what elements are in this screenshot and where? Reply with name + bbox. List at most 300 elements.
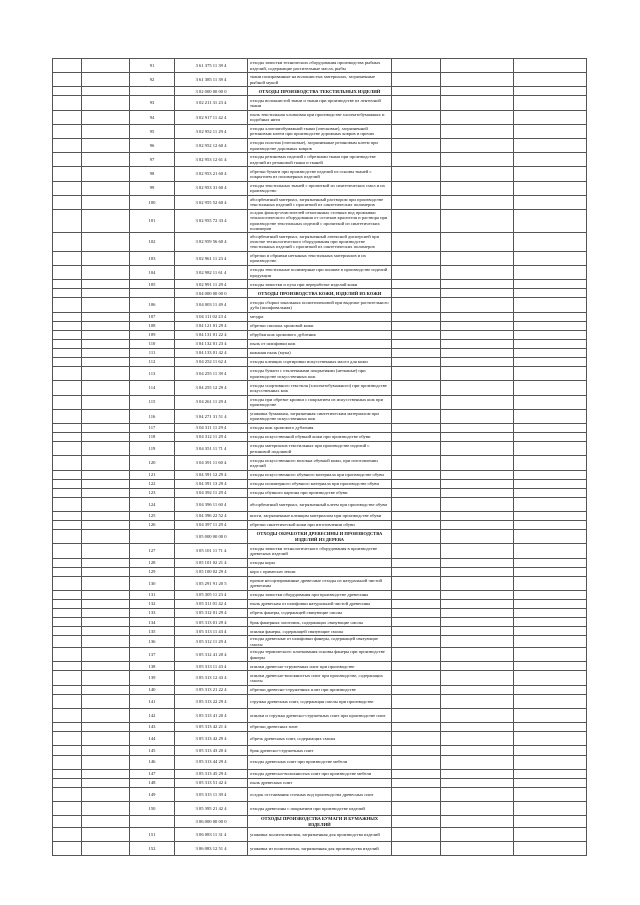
blank-cell — [514, 636, 587, 648]
blank-cell — [53, 181, 82, 195]
waste-code-cell: 3 04 392 11 29 4 — [175, 488, 248, 497]
table-row — [53, 298, 587, 312]
row-number-cell: 101 — [130, 209, 175, 232]
waste-code-cell: 3 02 991 11 29 4 — [175, 280, 248, 289]
row-number-cell: 146 — [130, 755, 175, 769]
blank-cell — [514, 685, 587, 694]
blank-cell — [441, 590, 514, 599]
waste-code-cell: 3 05 313 41 20 4 — [175, 708, 248, 722]
blank-cell — [441, 567, 514, 576]
blank-cell — [53, 708, 82, 722]
blank-cell — [514, 662, 587, 671]
blank-cell — [514, 842, 587, 856]
blank-cell — [82, 358, 130, 367]
waste-name-cell: обрезки древесно-стружечных плит при производстве — [248, 685, 392, 694]
blank-cell — [514, 289, 587, 298]
blank-cell — [53, 530, 82, 544]
table-row — [53, 567, 587, 576]
waste-classification-table — [52, 58, 587, 856]
waste-code-cell: 3 05 101 11 71 4 — [175, 544, 248, 558]
blank-cell — [441, 511, 514, 520]
blank-cell — [392, 73, 441, 87]
table-row — [53, 787, 587, 801]
blank-cell — [441, 195, 514, 209]
blank-cell — [82, 433, 130, 442]
blank-cell — [392, 694, 441, 708]
blank-cell — [441, 251, 514, 265]
waste-name-cell: отходы древесных плит при производстве мебели — [248, 755, 392, 769]
waste-code-cell: 3 04 396 22 52 4 — [175, 511, 248, 520]
blank-cell — [441, 280, 514, 289]
blank-cell — [514, 828, 587, 842]
blank-cell — [392, 544, 441, 558]
blank-cell — [82, 423, 130, 432]
blank-cell — [392, 456, 441, 470]
blank-cell — [53, 590, 82, 599]
blank-cell — [392, 479, 441, 488]
blank-cell — [53, 567, 82, 576]
blank-cell — [82, 567, 130, 576]
blank-cell — [441, 648, 514, 662]
table-row — [53, 778, 587, 787]
row-number-cell: 128 — [130, 558, 175, 567]
blank-cell — [392, 618, 441, 627]
blank-cell — [392, 636, 441, 648]
blank-cell — [53, 358, 82, 367]
waste-code-cell: 3 06 083 12 51 4 — [175, 842, 248, 856]
blank-cell — [53, 87, 82, 96]
blank-cell — [392, 842, 441, 856]
blank-cell — [441, 521, 514, 530]
waste-name-cell: отходы полотна (оческовые), загрязненные резиновым клеем при производстве дорожных ковров — [248, 139, 392, 153]
waste-code-cell: 3 05 305 11 23 4 — [175, 590, 248, 599]
blank-cell — [53, 755, 82, 769]
section-header-row — [53, 816, 587, 828]
blank-cell — [441, 479, 514, 488]
blank-cell — [392, 423, 441, 432]
blank-cell — [82, 195, 130, 209]
blank-cell — [514, 802, 587, 816]
blank-cell — [82, 497, 130, 511]
table-row — [53, 349, 587, 358]
blank-cell — [514, 349, 587, 358]
blank-cell — [514, 618, 587, 627]
blank-cell — [441, 828, 514, 842]
row-number-cell: 102 — [130, 232, 175, 251]
waste-name-cell: ОТХОДЫ ОБРАБОТКИ ДРЕВЕСИНЫ И ПРОИЗВОДСТВА ИЗДЕЛИЙ ИЗ ДЕРЕВА — [248, 530, 392, 544]
blank-cell — [441, 289, 514, 298]
table-row — [53, 358, 587, 367]
blank-cell — [441, 110, 514, 124]
blank-cell — [441, 395, 514, 409]
blank-cell — [441, 139, 514, 153]
blank-cell — [82, 521, 130, 530]
blank-cell — [392, 96, 441, 110]
waste-name-cell: отходы обувного картона при производстве обуви — [248, 488, 392, 497]
table-row — [53, 312, 587, 321]
row-number-cell: 108 — [130, 321, 175, 330]
blank-cell — [82, 381, 130, 395]
table-row — [53, 511, 587, 520]
blank-cell — [392, 576, 441, 590]
row-number-cell: 103 — [130, 251, 175, 265]
blank-cell — [82, 289, 130, 298]
waste-code-cell: 3 61 385 11 39 4 — [175, 73, 248, 87]
blank-cell — [392, 87, 441, 96]
waste-name-cell: отходы при обрезке кромки с покрытием из искусственных кож при производстве — [248, 395, 392, 409]
waste-code-cell: 3 05 291 91 20 5 — [175, 576, 248, 590]
blank-cell — [514, 732, 587, 746]
blank-cell — [53, 558, 82, 567]
blank-cell — [53, 769, 82, 778]
blank-cell — [441, 298, 514, 312]
waste-code-cell: 3 04 391 11 60 4 — [175, 456, 248, 470]
blank-cell — [441, 409, 514, 423]
blank-cell — [514, 59, 587, 73]
blank-cell — [514, 73, 587, 87]
table-row — [53, 828, 587, 842]
waste-name-cell: обрубки кож хромового дубления — [248, 330, 392, 339]
row-number-cell: 96 — [130, 139, 175, 153]
blank-cell — [53, 511, 82, 520]
waste-code-cell: 3 02 952 11 29 4 — [175, 124, 248, 138]
blank-cell — [82, 558, 130, 567]
table-row — [53, 802, 587, 816]
blank-cell — [441, 266, 514, 280]
table-row — [53, 470, 587, 479]
waste-code-cell: 3 02 952 12 60 4 — [175, 139, 248, 153]
waste-name-cell: кора с примесью земли — [248, 567, 392, 576]
blank-cell — [514, 456, 587, 470]
blank-cell — [441, 456, 514, 470]
blank-cell — [82, 723, 130, 732]
waste-code-cell: 3 05 313 45 29 4 — [175, 769, 248, 778]
blank-cell — [441, 423, 514, 432]
waste-name-cell: брак фанерных заготовок, содержащих связующие смолы — [248, 618, 392, 627]
row-number-cell: 139 — [130, 671, 175, 685]
blank-cell — [514, 330, 587, 339]
blank-cell — [441, 96, 514, 110]
blank-cell — [392, 167, 441, 181]
blank-cell — [392, 289, 441, 298]
blank-cell — [53, 298, 82, 312]
table-row — [53, 209, 587, 232]
waste-code-cell: 3 04 311 11 29 4 — [175, 423, 248, 432]
blank-cell — [514, 723, 587, 732]
row-number-cell: 140 — [130, 685, 175, 694]
blank-cell — [82, 73, 130, 87]
table-row — [53, 618, 587, 627]
waste-name-cell: мездра — [248, 312, 392, 321]
blank-cell — [514, 153, 587, 167]
document-page — [52, 58, 582, 856]
row-number-cell: 127 — [130, 544, 175, 558]
blank-cell — [441, 769, 514, 778]
blank-cell — [392, 671, 441, 685]
row-number-cell: 125 — [130, 511, 175, 520]
table-body — [53, 59, 587, 856]
blank-cell — [82, 339, 130, 348]
blank-cell — [514, 96, 587, 110]
table-row — [53, 251, 587, 265]
blank-cell — [82, 139, 130, 153]
waste-name-cell: отходы клеящих сортировки искусственных масел для кожи — [248, 358, 392, 367]
table-row — [53, 544, 587, 558]
blank-cell — [441, 497, 514, 511]
row-number-cell: 136 — [130, 636, 175, 648]
waste-name-cell: абсорбентный материал, загрязненный латексной дисперсией при очистке технологического оборудования при производстве текстильных изделий с пропиткой из синтетических полимеров — [248, 232, 392, 251]
blank-cell — [392, 232, 441, 251]
row-number-cell: 118 — [130, 433, 175, 442]
table-row — [53, 321, 587, 330]
row-number-cell: 92 — [130, 73, 175, 87]
blank-cell — [441, 618, 514, 627]
waste-name-cell: отходы кож хромового дубления — [248, 423, 392, 432]
row-number-cell: 97 — [130, 153, 175, 167]
waste-name-cell: отходы текстильных тканей с пропиткой из синтетических смол и их производство — [248, 181, 392, 195]
row-number-cell: 111 — [130, 349, 175, 358]
waste-name-cell: обрезки спилока хромовой кожи — [248, 321, 392, 330]
blank-cell — [441, 816, 514, 828]
blank-cell — [514, 395, 587, 409]
waste-code-cell: 3 05 313 12 43 4 — [175, 671, 248, 685]
blank-cell — [392, 321, 441, 330]
blank-cell — [53, 312, 82, 321]
table-row — [53, 110, 587, 124]
blank-cell — [514, 470, 587, 479]
blank-cell — [82, 442, 130, 456]
blank-cell — [82, 530, 130, 544]
blank-cell — [53, 266, 82, 280]
waste-code-cell: 3 04 261 11 29 4 — [175, 395, 248, 409]
blank-cell — [441, 87, 514, 96]
table-row — [53, 685, 587, 694]
row-number-cell: 134 — [130, 618, 175, 627]
blank-cell — [53, 600, 82, 609]
blank-cell — [392, 558, 441, 567]
blank-cell — [392, 778, 441, 787]
waste-name-cell: отходы полимерного обувного материала при производстве обуви — [248, 479, 392, 488]
blank-cell — [392, 609, 441, 618]
blank-cell — [514, 769, 587, 778]
blank-cell — [53, 521, 82, 530]
waste-name-cell: упаковка из полиэтилена, загрязненная для производства изделий — [248, 842, 392, 856]
blank-cell — [53, 828, 82, 842]
row-number-cell: 133 — [130, 609, 175, 618]
waste-name-cell: отходы резиновых изделий с обрезками ткани при производстве изделий из резиновой ткани и тканей — [248, 153, 392, 167]
table-row — [53, 662, 587, 671]
blank-cell — [392, 280, 441, 289]
table-row — [53, 59, 587, 73]
table-row — [53, 558, 587, 567]
blank-cell — [514, 251, 587, 265]
table-row — [53, 73, 587, 87]
blank-cell — [53, 423, 82, 432]
blank-cell — [82, 59, 130, 73]
waste-name-cell: кожаная пыль (мука) — [248, 349, 392, 358]
blank-cell — [514, 298, 587, 312]
blank-cell — [514, 600, 587, 609]
blank-cell — [82, 298, 130, 312]
waste-code-cell: 3 02 917 11 42 4 — [175, 110, 248, 124]
blank-cell — [82, 590, 130, 599]
row-number-cell: 147 — [130, 769, 175, 778]
table-row — [53, 433, 587, 442]
blank-cell — [53, 497, 82, 511]
blank-cell — [441, 312, 514, 321]
blank-cell — [441, 321, 514, 330]
waste-code-cell: 3 05 313 43 20 4 — [175, 746, 248, 755]
blank-cell — [441, 330, 514, 339]
row-number-cell: 109 — [130, 330, 175, 339]
table-row — [53, 442, 587, 456]
blank-cell — [441, 349, 514, 358]
blank-cell — [53, 139, 82, 153]
blank-cell — [82, 685, 130, 694]
row-number-cell: 112 — [130, 358, 175, 367]
waste-name-cell: обрезки и обрывки нетканых текстильных материалов и их производство — [248, 251, 392, 265]
blank-cell — [82, 96, 130, 110]
table-row — [53, 746, 587, 755]
blank-cell — [53, 209, 82, 232]
blank-cell — [441, 600, 514, 609]
blank-cell — [392, 395, 441, 409]
waste-code-cell: 3 04 271 31 51 4 — [175, 409, 248, 423]
blank-cell — [441, 358, 514, 367]
waste-name-cell: опилки и стружка древесно-стружечных плит при производстве плит — [248, 708, 392, 722]
waste-name-cell: опилки древесно-волокнистых плит при производстве, содержащих смолы — [248, 671, 392, 685]
blank-cell — [514, 442, 587, 456]
waste-name-cell: отходы искусственной обувной кожи при производстве обуви — [248, 433, 392, 442]
blank-cell — [392, 266, 441, 280]
waste-code-cell: 3 04 121 01 29 4 — [175, 321, 248, 330]
blank-cell — [514, 381, 587, 395]
blank-cell — [392, 209, 441, 232]
blank-cell — [514, 521, 587, 530]
blank-cell — [392, 590, 441, 599]
waste-name-cell: отходы материалов текстильных при производстве изделий с резиновой подошвой — [248, 442, 392, 456]
blank-cell — [514, 409, 587, 423]
blank-cell — [441, 59, 514, 73]
table-row — [53, 139, 587, 153]
table-row — [53, 488, 587, 497]
blank-cell — [53, 488, 82, 497]
row-number-cell — [130, 289, 175, 298]
blank-cell — [53, 349, 82, 358]
blank-cell — [392, 600, 441, 609]
blank-cell — [82, 828, 130, 842]
table-row — [53, 266, 587, 280]
blank-cell — [441, 181, 514, 195]
blank-cell — [392, 195, 441, 209]
blank-cell — [514, 479, 587, 488]
row-number-cell: 137 — [130, 648, 175, 662]
waste-name-cell: отходы древесины с покрытием при производстве изделий — [248, 802, 392, 816]
waste-name-cell: ОТХОДЫ ПРОИЗВОДСТВА КОЖИ, ИЗДЕЛИЙ ИЗ КОЖИ — [248, 289, 392, 298]
waste-name-cell: брак древесно-стружечных плит — [248, 746, 392, 755]
waste-code-cell: 3 04 131 01 22 4 — [175, 330, 248, 339]
blank-cell — [392, 330, 441, 339]
blank-cell — [82, 816, 130, 828]
blank-cell — [82, 694, 130, 708]
waste-code-cell: 3 05 101 02 21 4 — [175, 558, 248, 567]
blank-cell — [392, 488, 441, 497]
blank-cell — [82, 662, 130, 671]
blank-cell — [82, 456, 130, 470]
row-number-cell: 119 — [130, 442, 175, 456]
blank-cell — [514, 627, 587, 636]
blank-cell — [392, 828, 441, 842]
row-number-cell: 93 — [130, 96, 175, 110]
blank-cell — [441, 153, 514, 167]
waste-name-cell: отходы бумаги с отклеенными покрытиями (нетканые) при производстве искусственных кож — [248, 367, 392, 381]
blank-cell — [392, 298, 441, 312]
blank-cell — [392, 181, 441, 195]
waste-name-cell: отходы искусственного обувного материала при производстве обуви — [248, 470, 392, 479]
blank-cell — [53, 251, 82, 265]
row-number-cell: 113 — [130, 367, 175, 381]
row-number-cell: 138 — [130, 662, 175, 671]
waste-code-cell: 3 06 083 11 31 4 — [175, 828, 248, 842]
row-number-cell: 132 — [130, 600, 175, 609]
waste-code-cell: 3 04 111 02 23 4 — [175, 312, 248, 321]
blank-cell — [53, 456, 82, 470]
row-number-cell: 150 — [130, 802, 175, 816]
waste-name-cell: отходы текстильные полимерные при пошиве в производстве изделий продукции — [248, 266, 392, 280]
blank-cell — [514, 339, 587, 348]
blank-cell — [441, 470, 514, 479]
blank-cell — [392, 349, 441, 358]
waste-code-cell: 3 04 132 01 23 4 — [175, 339, 248, 348]
waste-code-cell: 3 02 953 12 61 4 — [175, 153, 248, 167]
blank-cell — [441, 755, 514, 769]
blank-cell — [514, 558, 587, 567]
blank-cell — [53, 395, 82, 409]
blank-cell — [53, 627, 82, 636]
row-number-cell: 142 — [130, 708, 175, 722]
section-header-row — [53, 530, 587, 544]
row-number-cell: 99 — [130, 181, 175, 195]
blank-cell — [53, 636, 82, 648]
blank-cell — [441, 802, 514, 816]
blank-cell — [392, 511, 441, 520]
table-row — [53, 576, 587, 590]
blank-cell — [514, 694, 587, 708]
blank-cell — [514, 544, 587, 558]
blank-cell — [441, 694, 514, 708]
waste-name-cell: обрезь древесных плит, содержащих смолы — [248, 732, 392, 746]
row-number-cell: 141 — [130, 694, 175, 708]
waste-code-cell: 3 05 312 11 29 4 — [175, 636, 248, 648]
blank-cell — [392, 139, 441, 153]
blank-cell — [53, 671, 82, 685]
table-row — [53, 330, 587, 339]
blank-cell — [82, 251, 130, 265]
row-number-cell: 107 — [130, 312, 175, 321]
blank-cell — [514, 367, 587, 381]
waste-name-cell: отходы термического плиткования основы фанеры при производстве фанеры — [248, 648, 392, 662]
row-number-cell — [130, 816, 175, 828]
blank-cell — [441, 732, 514, 746]
row-number-cell: 98 — [130, 167, 175, 181]
blank-cell — [514, 609, 587, 618]
blank-cell — [392, 59, 441, 73]
blank-cell — [441, 488, 514, 497]
row-number-cell: 121 — [130, 470, 175, 479]
blank-cell — [392, 708, 441, 722]
blank-cell — [392, 648, 441, 662]
blank-cell — [53, 339, 82, 348]
